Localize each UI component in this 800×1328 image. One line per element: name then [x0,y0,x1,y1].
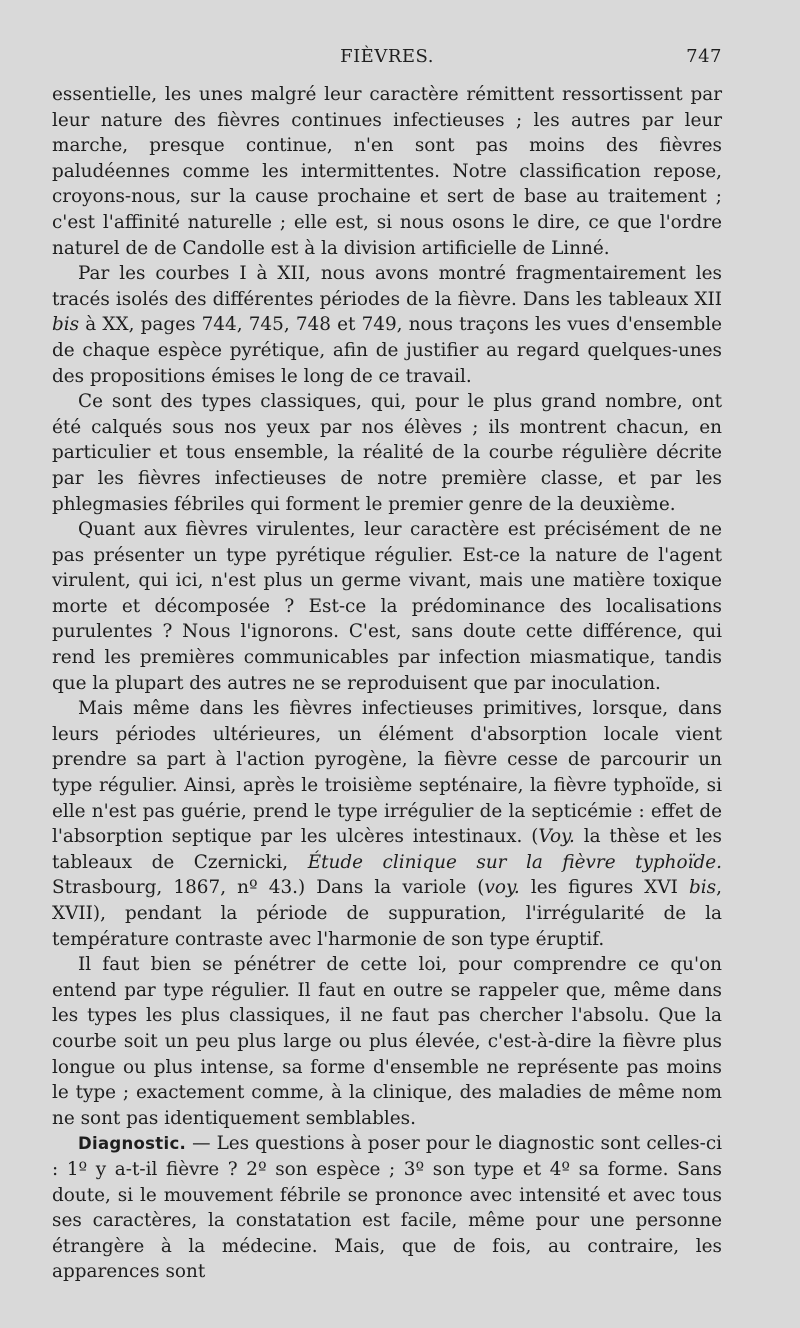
running-header [52,46,722,74]
paragraph-2-text-b: à XX, pages 744, 745, 748 et 749, nous traçons les vues d'ensemble de chaque espèce pyrétique, afin de justifier au regard quelques-unes des propositions émises le long de ce travail. [52,314,722,387]
page-body [52,82,722,1285]
paragraph-5-text-c: Strasbourg, 1867, nº 43.) Dans la variole ( [52,877,485,899]
paragraph-2-text-a: Par les courbes I à XII, nous avons montré fragmentairement les tracés isolés des différentes périodes de la fièvre. Dans les tableaux XII [52,263,722,310]
page-number: 747 [686,46,722,67]
paragraph-4: Quant aux fièvres virulentes, leur caractère est précisément de ne pas présenter un type pyrétique régulier. Est-ce la nature de l'agent virulent, qui ici, n'est plus un germe vivant, mais une matière toxique morte et décomposée ? Est-ce la prédominance des localisations purulentes ? Nous l'ignorons. C'est, sans doute cette différence, qui rend les premières communicables par infection miasmatique, tandis que la plupart des autres ne se reproduisent que par inoculation. [52,519,722,694]
paragraph-5-text-e: , XVII), pendant la période de suppuration, l'irrégularité de la température contraste avec l'harmonie de son type éruptif. [52,877,722,950]
paragraph-5-bis: bis [689,877,717,899]
paragraph-5-voy-1: Voy. [538,826,575,848]
paragraph-3: Ce sont des types classiques, qui, pour le plus grand nombre, ont été calqués sous nos yeux par nos élèves ; ils montrent chacun, en particulier et tous ensemble, la réalité de la courbe régulière décrite par les fièvres infectieuses de notre première classe, et par les phlegmasies fébriles qui forment le premier genre de la deuxième. [52,391,722,515]
paragraph-5-text-d: les figures XVI [519,877,690,899]
paragraph-6: Il faut bien se pénétrer de cette loi, pour comprendre ce qu'on entend par type régulier. Il faut en outre se rappeler que, même dans les types les plus classiques, il ne faut pas chercher l'absolu. Que la courbe soit un peu plus large ou plus élevée, c'est-à-dire la fièvre plus longue ou plus intense, sa forme d'ensemble ne représente pas moins le type ; exactement comme, à la clinique, des maladies de même nom ne sont pas identiquement semblables. [52,954,722,1129]
paragraph-5-voy-2: voy. [484,877,520,899]
paragraph-5-text-a: Mais même dans les fièvres infectieuses primitives, lorsque, dans leurs périodes ultérieures, un élément d'absorption locale vient prendre sa part à l'action pyrogène, la fièvre cesse de parcourir un type régulier. Ainsi, après le troisième septénaire, la fièvre typhoïde, si elle n'est pas guérie, prend le type irrégulier de la septicémie : effet de l'absorption septique par les ulcères intestinaux. ( [52,698,722,848]
paragraph-5-text-b: la thèse et les tableaux de Czernicki, [52,826,722,873]
paragraph-5 [52,696,722,952]
paragraph-5-etude-title: Étude clinique sur la fièvre typhoïde. [307,851,722,873]
paragraph-7-text: — Les questions à poser pour le diagnostic sont celles-ci : 1º y a-t-il fièvre ? 2º son espèce ; 3º son type et 4º sa forme. Sans doute, si le mouvement fébrile se prononce avec intensité et avec tous ses caractères, la constatation est facile, même pour une personne étrangère à la médecine. Mais, que de fois, au contraire, les apparences sont [52,1133,722,1283]
running-title: FIÈVRES. [340,46,434,67]
paragraph-2 [52,261,722,389]
paragraph-1: essentielle, les unes malgré leur caractère rémittent ressortissent par leur nature des fièvres continues infectieuses ; les autres par leur marche, presque continue, n'en sont pas moins des fièvres paludéennes comme les intermittentes. Notre classification repose, croyons-nous, sur la cause prochaine et sert de base au traitement ; c'est l'affinité naturelle ; elle est, si nous osons le dire, ce que l'ordre naturel de de Candolle est à la division artificielle de Linné. [52,84,722,259]
diagnostic-heading: Diagnostic. [78,1134,187,1154]
paragraph-2-bis: bis [52,314,80,336]
paragraph-7 [52,1131,722,1285]
